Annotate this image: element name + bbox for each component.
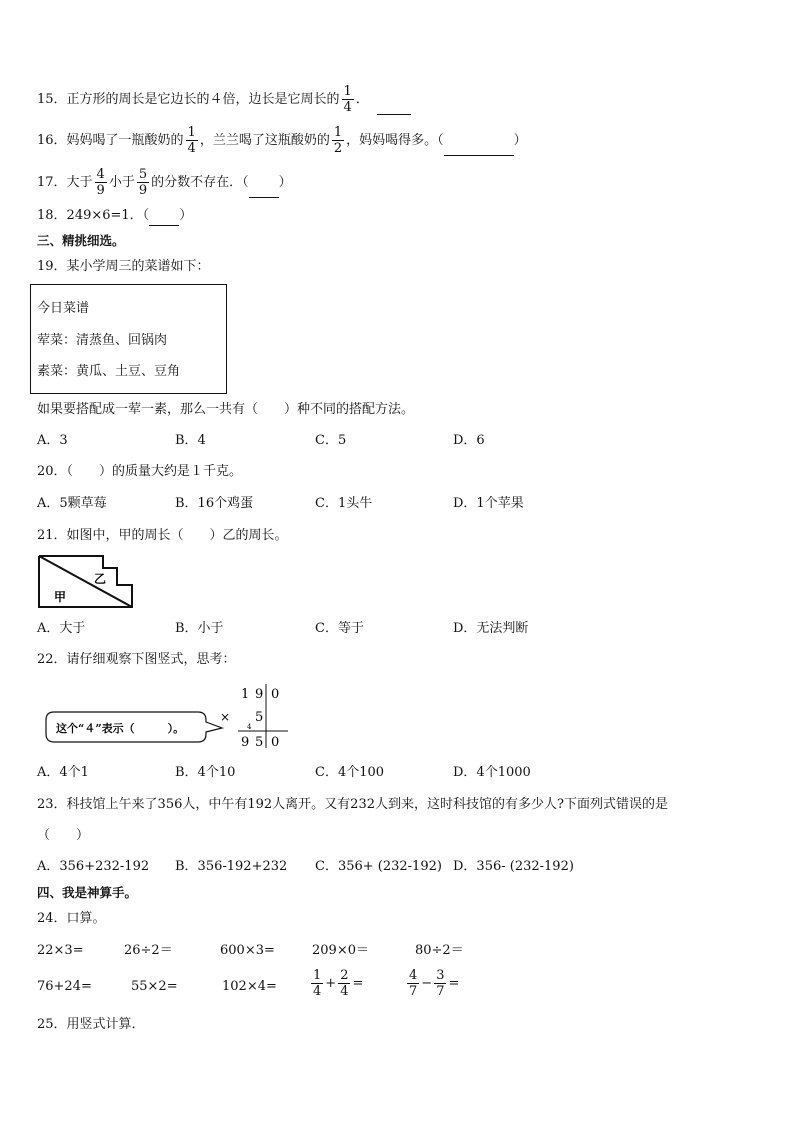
- menu-title: 今日菜谱: [37, 301, 90, 316]
- q21-option-c[interactable]: C．等于: [315, 621, 364, 636]
- question-19-stem: 19．某小学周三的菜谱如下：: [37, 259, 210, 274]
- fraction-denominator: 4: [340, 984, 349, 999]
- q21-option-b[interactable]: B．小于: [175, 621, 224, 636]
- q16-fraction-2: [332, 125, 344, 156]
- multiply-sign: ×: [220, 710, 231, 724]
- fraction-numerator: 1: [343, 84, 352, 99]
- question-24-stem: 24．口算。: [37, 911, 106, 926]
- menu-veg: 素菜：黄瓜、土豆、豆角: [37, 364, 181, 379]
- question-19-text: 如果要搭配成一荤一素，那么一共有（ ）种不同的搭配方法。: [37, 402, 415, 417]
- q17-fraction-1: [95, 167, 107, 198]
- q20-option-a[interactable]: A．5颗草莓: [37, 496, 107, 511]
- top-digit-0: 0: [271, 687, 280, 702]
- q17-fraction-2: [137, 167, 149, 198]
- result-digit-9: 9: [241, 735, 250, 750]
- operator: +: [325, 976, 337, 991]
- q17-text-d: ）: [278, 175, 292, 190]
- q17-text-a: 17．大于: [37, 175, 93, 190]
- fraction: [434, 968, 446, 999]
- q23-option-b[interactable]: B．356-192+232: [175, 859, 288, 874]
- q21-option-a[interactable]: A．大于: [37, 621, 86, 636]
- label-jia: 甲: [54, 590, 67, 604]
- section-heading-4: 四、我是神算手。: [37, 885, 138, 900]
- question-16: [37, 125, 527, 156]
- fraction-numerator: 1: [333, 125, 343, 140]
- label-yi: 乙: [94, 572, 107, 586]
- question-22-stem: 22．请仔细观察下图竖式，思考：: [37, 652, 236, 667]
- fraction-denominator: 4: [313, 984, 322, 999]
- calc-item[interactable]: 80÷2＝: [415, 943, 464, 958]
- fraction-numerator: 1: [187, 125, 196, 140]
- fraction-denominator: 9: [138, 183, 148, 198]
- top-digit-1: 1: [241, 687, 250, 702]
- question-25: 25．用竖式计算．: [37, 1017, 145, 1032]
- fraction-numerator: 4: [409, 968, 418, 983]
- q19-option-c[interactable]: C．5: [315, 433, 347, 448]
- fraction: [311, 968, 323, 999]
- calc-item[interactable]: 76+24=: [37, 979, 92, 994]
- q22-option-d[interactable]: D．4个1000: [453, 765, 531, 780]
- q17-text-c: 的分数不存在．（: [151, 175, 249, 190]
- q22-option-b[interactable]: B．4个10: [175, 765, 236, 780]
- calc-item[interactable]: 600×3=: [220, 943, 275, 958]
- top-digit-9: 9: [255, 687, 264, 702]
- result-digit-5: 5: [255, 735, 264, 750]
- fraction-calc-2[interactable]: [405, 968, 459, 999]
- calc-item[interactable]: 209×0＝: [312, 943, 369, 958]
- multiplier-digit: 5: [255, 710, 264, 725]
- result-digit-0: 0: [271, 735, 280, 750]
- fraction-denominator: 4: [187, 141, 196, 156]
- q19-option-b[interactable]: B．4: [175, 433, 206, 448]
- fraction-denominator: 4: [343, 100, 352, 115]
- calc-item[interactable]: 22×3=: [37, 943, 84, 958]
- question-17: [37, 167, 292, 198]
- question-21-stem: 21．如图中，甲的周长（ ）乙的周长。: [37, 528, 288, 543]
- fraction-denominator: 2: [333, 141, 343, 156]
- q23-answer-paren[interactable]: （ ）: [37, 828, 90, 843]
- menu-box: [30, 284, 227, 394]
- answer-blank[interactable]: [444, 141, 514, 156]
- question-23-stem: 23．科技馆上午来了356人，中午有192人离开。又有232人到来，这时科技馆的有多少人?下面列式错误的是: [37, 797, 668, 812]
- answer-blank[interactable]: [377, 100, 411, 115]
- carry-digit: 4: [247, 723, 252, 731]
- fraction-calc-1[interactable]: [309, 968, 363, 999]
- q18-text-a: 18．249×6=1．（: [37, 208, 150, 223]
- q23-option-c[interactable]: C．356+ (232-192): [315, 859, 442, 874]
- answer-blank[interactable]: [149, 211, 179, 226]
- q23-option-d[interactable]: D．356- (232-192): [453, 859, 574, 874]
- q19-option-d[interactable]: D．6: [453, 433, 485, 448]
- equals: =: [352, 976, 364, 991]
- q15-text: 15．正方形的周长是它边长的４倍，边长是它周长的: [37, 92, 340, 107]
- q16-text-a: 16．妈妈喝了一瓶酸奶的: [37, 133, 184, 148]
- q15-fraction: [342, 84, 354, 115]
- question-18: [37, 206, 192, 226]
- fraction-denominator: 9: [96, 183, 105, 198]
- operator: −: [421, 976, 433, 991]
- figure-diagonal: [39, 556, 132, 607]
- calc-item[interactable]: 55×2=: [131, 979, 178, 994]
- q20-option-c[interactable]: C．1头牛: [315, 496, 373, 511]
- q22-option-a[interactable]: A．4个1: [37, 765, 89, 780]
- q15-period: ．: [355, 92, 369, 107]
- fraction-numerator: 3: [436, 968, 445, 983]
- fraction-denominator: 7: [409, 984, 418, 999]
- q16-text-c: ，妈妈喝得多。（: [346, 133, 444, 148]
- fraction-numerator: 1: [313, 968, 322, 983]
- menu-meat: 荤菜：清蒸鱼、回锅肉: [37, 333, 168, 348]
- vertical-multiplication: [42, 682, 302, 752]
- question-20-stem: 20．（ ）的质量大约是１千克。: [37, 464, 243, 479]
- perimeter-figure: [38, 555, 134, 609]
- fraction-numerator: 4: [96, 167, 105, 182]
- fraction-numerator: 5: [138, 167, 148, 182]
- calc-item[interactable]: 26÷2＝: [124, 943, 173, 958]
- q16-text-b: ，兰兰喝了这瓶酸奶的: [199, 133, 330, 148]
- q20-option-d[interactable]: D．1个苹果: [453, 496, 524, 511]
- q16-text-d: ）: [513, 133, 527, 148]
- q23-option-a[interactable]: A．356+232-192: [37, 859, 150, 874]
- fraction: [407, 968, 419, 999]
- fraction: [338, 968, 350, 999]
- question-15: [37, 84, 411, 115]
- q18-text-b: ）: [179, 208, 193, 223]
- q16-fraction-1: [186, 125, 198, 156]
- bubble-text: 这个“４”表示（ ）。: [56, 722, 185, 735]
- equals: =: [448, 976, 460, 991]
- q22-option-c[interactable]: C．4个100: [315, 765, 385, 780]
- fraction-numerator: 2: [340, 968, 349, 983]
- q20-option-b[interactable]: B．16个鸡蛋: [175, 496, 254, 511]
- q17-text-b: 小于: [108, 175, 135, 190]
- q19-option-a[interactable]: A．3: [37, 433, 68, 448]
- section-heading-3: 三、精挑细选。: [37, 233, 125, 248]
- answer-blank[interactable]: [249, 183, 279, 198]
- fraction-denominator: 7: [436, 984, 445, 999]
- calc-item[interactable]: 102×4=: [222, 979, 277, 994]
- q21-option-d[interactable]: D．无法判断: [453, 621, 529, 636]
